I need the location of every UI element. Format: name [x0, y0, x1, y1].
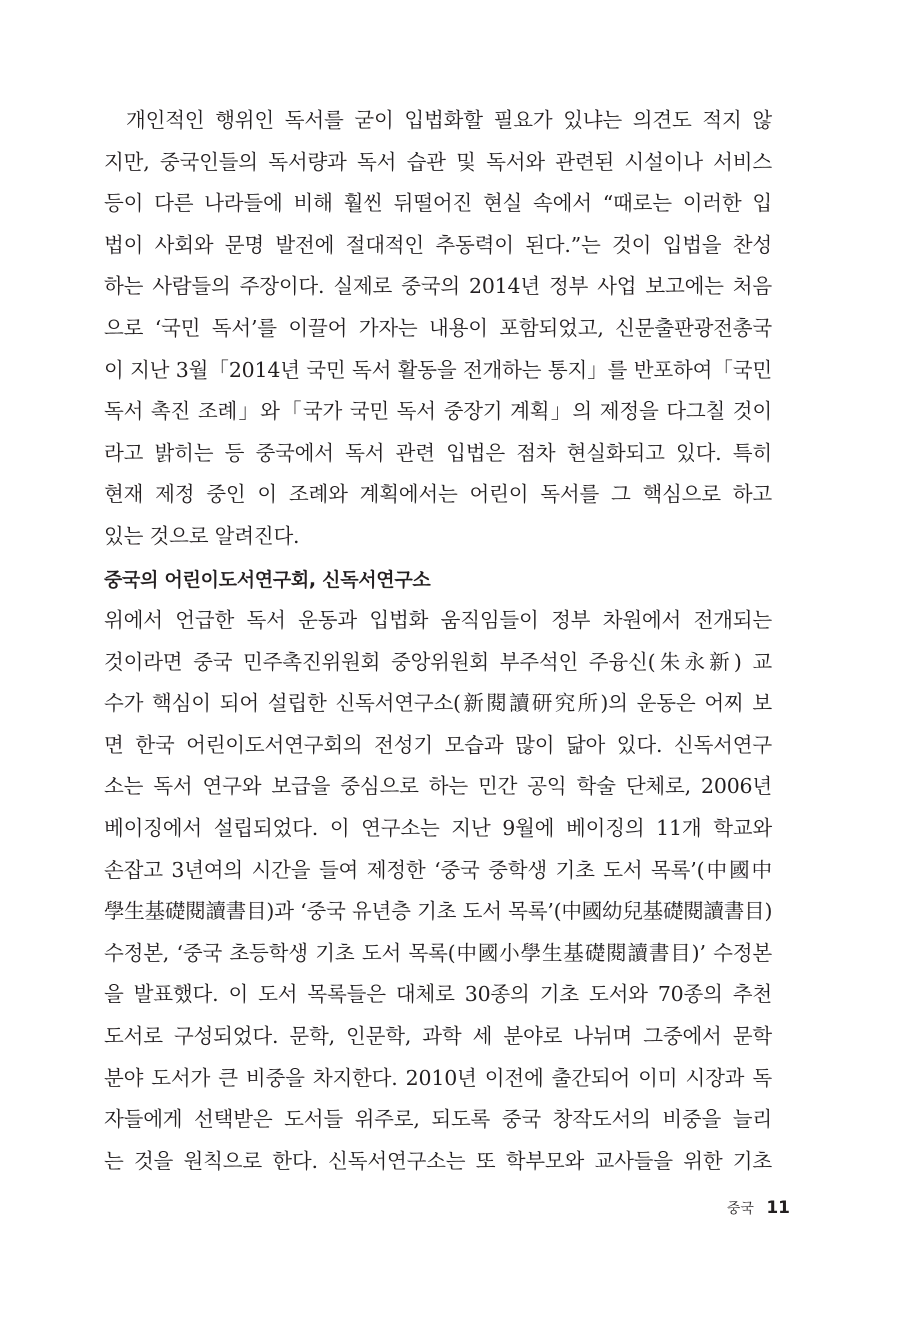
text-line: 개인적인 행위인 독서를 굳이 입법화할 필요가 있냐는 의견도 적지 않 [126, 108, 772, 132]
text-line: 으로 ‘국민 독서’를 이끌어 가자는 내용이 포함되었고, 신문출판광전총국 [104, 315, 772, 340]
text-line: 수정본, ‘중국 초등학생 기초 도서 목록(中國小學生基礎閱讀書目)’ 수정본 [104, 940, 772, 965]
paragraph-intro [104, 100, 772, 558]
page-number: 11 [766, 1198, 790, 1218]
text-line: 있는 것으로 알려진다. [104, 523, 300, 548]
text-line: 하는 사람들의 주장이다. 실제로 중국의 2014년 정부 사업 보고에는 처음 [104, 274, 772, 299]
text-line: 學生基礎閱讀書目)과 ‘중국 유년층 기초 도서 목록’(中國幼兒基礎閱讀書目) [104, 899, 773, 924]
paragraph-section [104, 600, 772, 1182]
text-line: 위에서 언급한 독서 운동과 입법화 움직임들이 정부 차원에서 전개되는 [104, 608, 772, 632]
page-footer [727, 1198, 790, 1218]
text-line: 지만, 중국인들의 독서량과 독서 습관 및 독서와 관련된 시설이나 서비스 [104, 149, 772, 174]
running-footer-section: 중국 [726, 1201, 754, 1217]
section-heading: 중국의 어린이도서연구회, 신독서연구소 [104, 569, 431, 591]
text-line: 법이 사회와 문명 발전에 절대적인 추동력이 된다.”는 것이 입법을 찬성 [104, 232, 772, 257]
text-line: 등이 다른 나라들에 비해 훨씬 뒤떨어진 현실 속에서 “때로는 이러한 입 [104, 191, 772, 216]
text-line: 는 것을 원칙으로 한다. 신독서연구소는 또 학부모와 교사들을 위한 기초 [104, 1148, 772, 1173]
text-line: 독서 촉진 조례」와「국가 국민 독서 중장기 계획」의 제정을 다그칠 것이 [104, 399, 772, 424]
text-line: 손잡고 3년여의 시간을 들여 제정한 ‘중국 중학생 기초 도서 목록’(中國中 [104, 857, 772, 882]
text-line: 이 지난 3월「2014년 국민 독서 활동을 전개하는 통지」를 반포하여「국민 [104, 357, 772, 382]
text-line: 수가 핵심이 되어 설립한 신독서연구소(新閱讀研究所)의 운동은 어찌 보 [104, 691, 772, 716]
text-line: 자들에게 선택받은 도서들 위주로, 되도록 중국 창작도서의 비중을 늘리 [104, 1107, 772, 1132]
text-line: 현재 제정 중인 이 조례와 계획에서는 어린이 독서를 그 핵심으로 하고 [104, 482, 772, 507]
text-line: 소는 독서 연구와 보급을 중심으로 하는 민간 공익 학술 단체로, 2006년 [104, 774, 772, 799]
text-line: 베이징에서 설립되었다. 이 연구소는 지난 9월에 베이징의 11개 학교와 [104, 815, 772, 840]
text-line: 을 발표했다. 이 도서 목록들은 대체로 30종의 기초 도서와 70종의 추천 [104, 982, 772, 1007]
text-line: 것이라면 중국 민주촉진위원회 중앙위원회 부주석인 주융신(朱永新) 교 [104, 649, 772, 674]
text-line: 면 한국 어린이도서연구회의 전성기 모습과 많이 닮아 있다. 신독서연구 [104, 732, 772, 757]
text-line: 라고 밝히는 등 중국에서 독서 관련 입법은 점차 현실화되고 있다. 특히 [104, 440, 772, 465]
text-line: 분야 도서가 큰 비중을 차지한다. 2010년 이전에 출간되어 이미 시장과 독 [104, 1065, 772, 1090]
text-line: 도서로 구성되었다. 문학, 인문학, 과학 세 분야로 나뉘며 그중에서 문학 [104, 1023, 772, 1048]
